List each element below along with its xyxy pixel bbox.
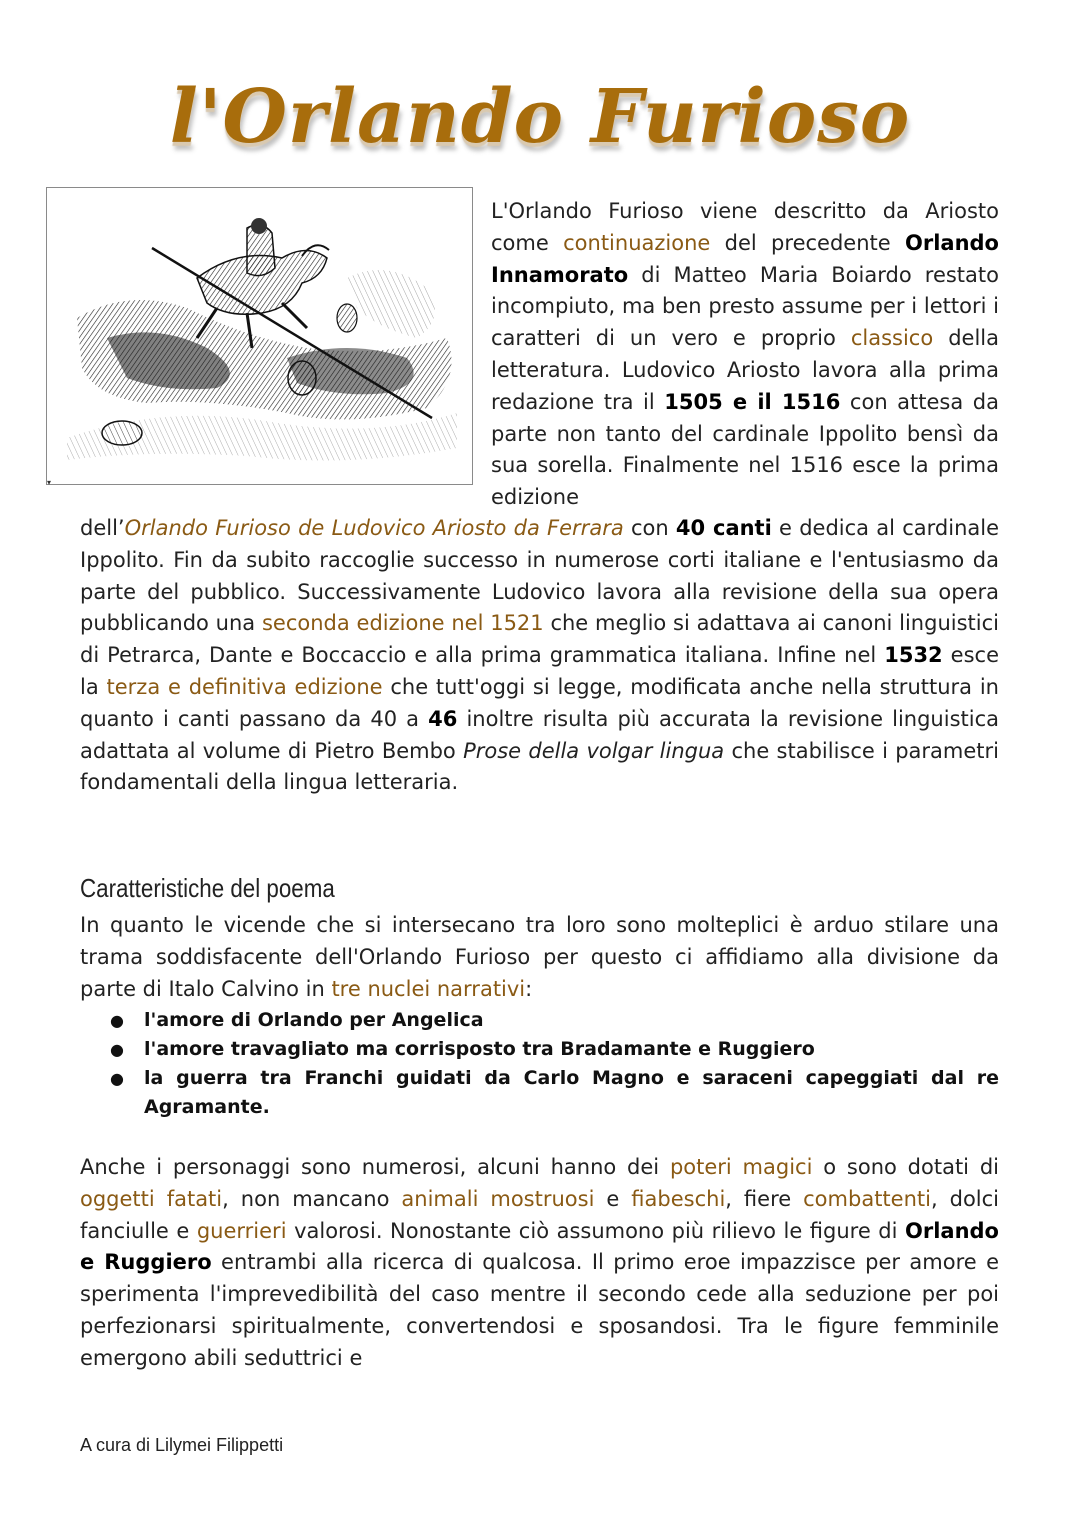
section-highlight: combattenti	[803, 1186, 931, 1211]
intro-text: inoltre risulta più accurata la revisione linguistica adattata al volume di Pietro Bembo	[80, 706, 999, 763]
intro-text: che tutt'oggi si legge, modificata anche nella struttura in quanto i canti passano da 40 a	[80, 674, 999, 731]
intro-bold: 46	[428, 706, 458, 731]
section-bold: Orlando e Ruggiero	[80, 1218, 999, 1275]
list-item	[110, 1064, 999, 1122]
bullet-icon: ●	[110, 1069, 124, 1088]
section-text: valorosi. Nonostante ciò assumono più rilievo le figure di	[286, 1218, 905, 1243]
intro-bold: 1532	[884, 643, 943, 668]
section-text: Anche i personaggi sono numerosi, alcuni hanno dei	[80, 1155, 670, 1179]
section-highlight: oggetti fatati	[80, 1186, 223, 1211]
footer-credit: A cura di Lilymei Filippetti	[80, 1435, 284, 1455]
section-text: , fiere	[725, 1186, 804, 1211]
intro-text: e dedica al cardinale Ippolito. Fin da subito raccoglie successo in numerose corti italiane e l'entusiasmo da parte del pubblico. Successivamente Ludovico lavora alla revisione della sua opera pubblicando una	[80, 516, 1000, 636]
intro-bold: 40 canti	[675, 516, 772, 540]
intro-highlight: terza e definitiva edizione	[106, 674, 383, 699]
list-item	[110, 1006, 999, 1035]
section-text: o sono dotati di	[812, 1155, 999, 1179]
intro-bold: 1505 e il 1516	[664, 389, 841, 414]
intro-text: L'Orlando Furioso viene descritto da Ariosto come	[491, 199, 999, 255]
section-text: e	[594, 1186, 632, 1211]
engraving-illustration	[47, 188, 472, 484]
list-item	[110, 1035, 999, 1064]
section-highlight: guerrieri	[196, 1218, 287, 1243]
intro-text: esce la	[80, 643, 999, 699]
intro-text: con	[623, 516, 676, 540]
section-text: , non mancano	[222, 1186, 402, 1211]
intro-paragraph-main	[80, 513, 999, 799]
section-highlight: poteri magici	[669, 1155, 813, 1179]
narrative-nuclei-list	[110, 1006, 999, 1122]
intro-highlight: seconda edizione nel 1521	[261, 611, 544, 636]
intro-paragraph-wrap	[491, 196, 999, 514]
section-highlight: animali mostruosi	[401, 1186, 595, 1211]
page-title: l'Orlando Furioso	[169, 74, 911, 160]
intro-text: che meglio si adattava ai canoni linguistici di Petrarca, Dante e Boccaccio e alla prima grammatica italiana. Infine nel	[80, 611, 999, 668]
intro-text: che stabilisce i parametri fondamentali della lingua letteraria.	[80, 738, 999, 795]
intro-highlight: continuazione	[563, 230, 711, 255]
bullet-icon: ●	[110, 1040, 124, 1059]
intro-text: del precedente	[710, 230, 905, 255]
section-highlight: tre nuclei narrativi	[331, 976, 526, 1001]
intro-text-float-end: con attesa da parte non tanto del cardinale Ippolito bensì da sua sorella. Finalmente nel 1516 esce la prima edizione	[491, 389, 999, 510]
section-heading: Caratteristiche del poema	[80, 873, 335, 903]
section-text: In quanto le vicende che si intersecano tra loro sono molteplici è arduo stilare una trama soddisfacente dell'Orlando Furioso per questo ci affidiamo alla divisione da parte di Italo Calvino in	[80, 913, 999, 1001]
list-item-text: l'amore travagliato ma corrisposto tra Bradamante e Ruggiero	[144, 1038, 815, 1060]
list-item-text: l'amore di Orlando per Angelica	[144, 1009, 484, 1031]
bullet-icon: ●	[110, 1011, 124, 1030]
battle-engraving-image	[46, 187, 473, 485]
intro-highlight: Orlando Furioso de Ludovico Ariosto da Ferrara	[124, 516, 624, 540]
section-paragraph-2	[80, 1152, 999, 1375]
section-paragraph-1	[80, 910, 999, 1005]
intro-text: dell’	[80, 516, 125, 540]
image-anchor-icon: ▾	[47, 478, 52, 487]
intro-text: della letteratura. Ludovico Ariosto lavora alla prima redazione tra il	[491, 326, 999, 414]
list-item-text: la guerra tra Franchi guidati da Carlo Magno e saraceni capeggiati dal re Agramante.	[144, 1067, 999, 1118]
section-highlight: fiabeschi	[631, 1186, 726, 1211]
intro-highlight: classico	[850, 326, 934, 351]
intro-text: di Matteo Maria Boiardo restato incompiuto, ma ben presto assume per i lettori i caratteri di un vero e proprio	[491, 262, 999, 351]
section-text: , dolci fanciulle e	[80, 1186, 1000, 1243]
section-text: :	[525, 976, 533, 1001]
intro-italic: Prose della volgar lingua	[463, 738, 725, 763]
section-text: entrambi alla ricerca di qualcosa. Il primo eroe impazzisce per amore e sperimenta l'imprevedibilità del caso mentre il secondo cede alla seduzione per poi perfezionarsi spiritualmente, convertendosi e sposandosi. Tra le figure femminile emergono abili seduttrici e	[80, 1250, 999, 1370]
intro-bold: Orlando Innamorato	[491, 230, 999, 287]
